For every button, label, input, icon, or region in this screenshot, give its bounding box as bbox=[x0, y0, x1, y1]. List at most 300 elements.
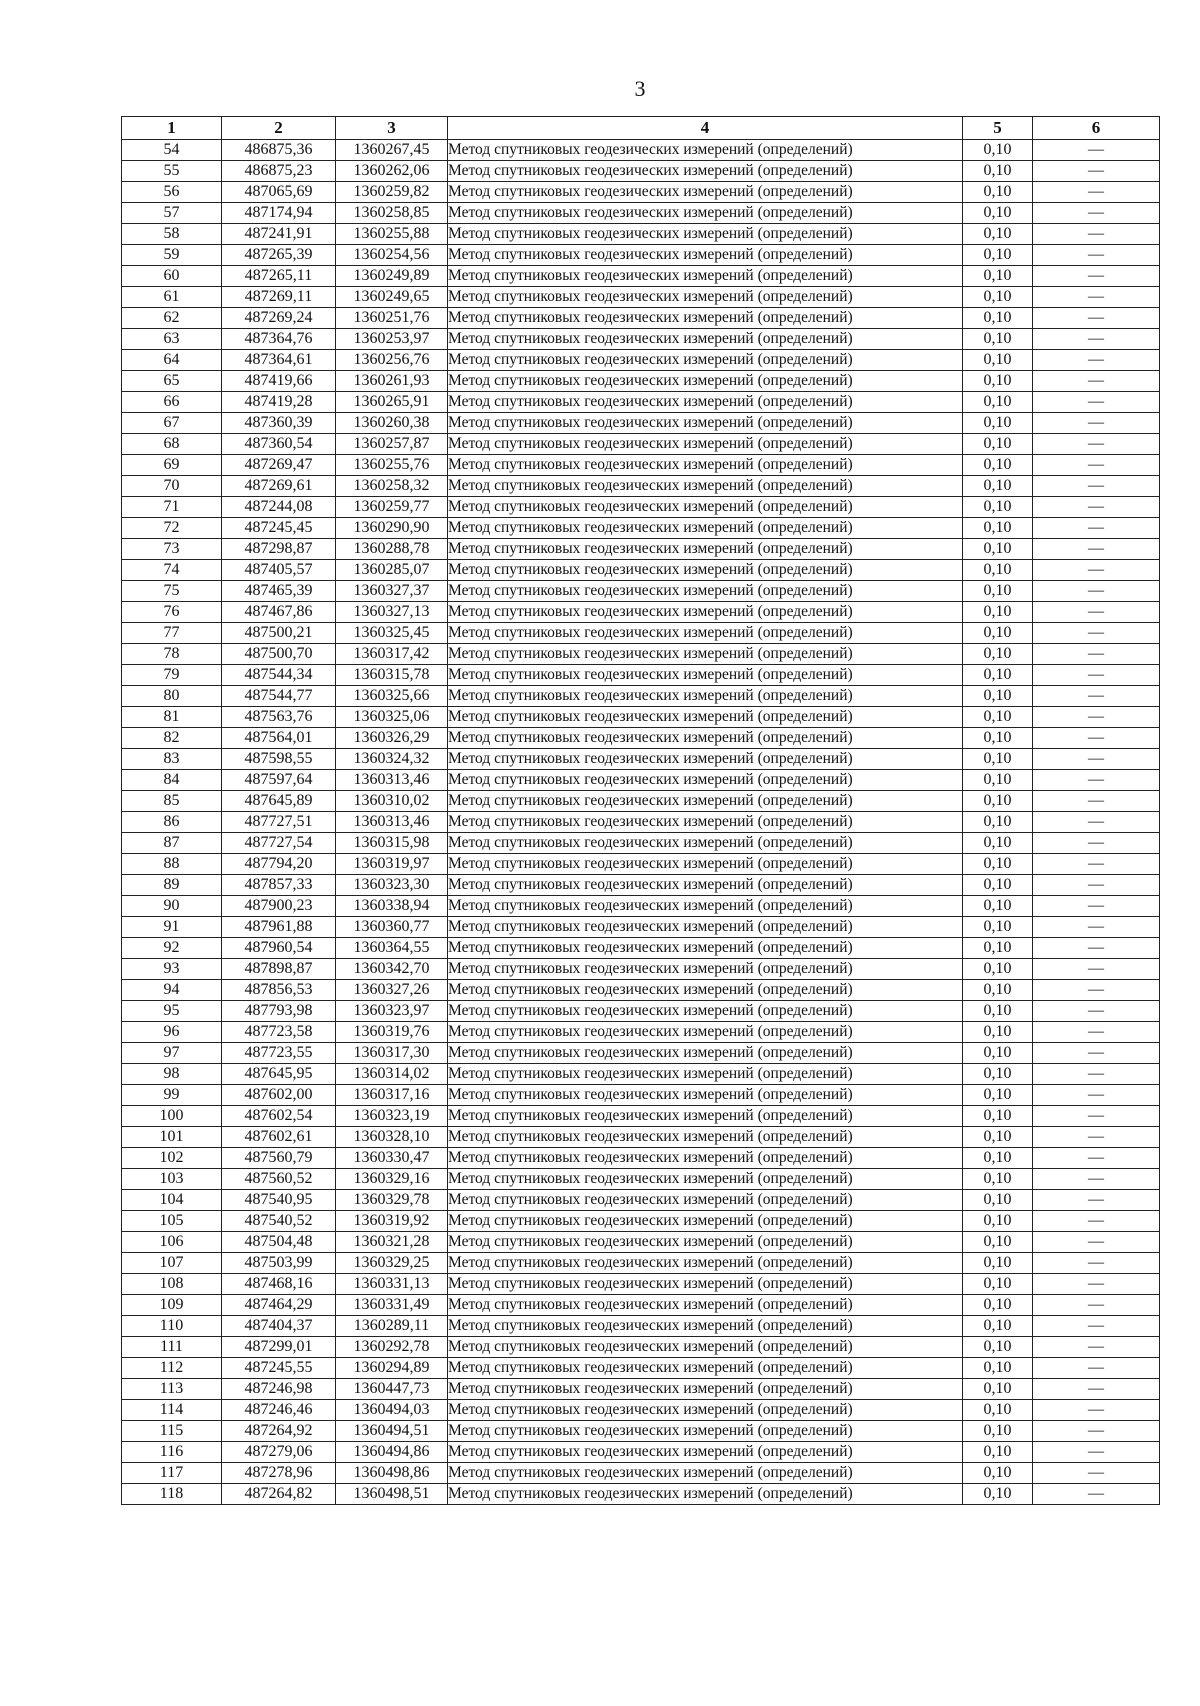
x-coordinate-cell: 487856,53 bbox=[222, 980, 336, 1001]
x-coordinate-cell: 487174,94 bbox=[222, 203, 336, 224]
accuracy-cell: 0,10 bbox=[963, 413, 1033, 434]
table-row bbox=[122, 623, 1160, 644]
note-cell: — bbox=[1033, 1169, 1160, 1190]
point-number-cell: 90 bbox=[122, 896, 222, 917]
point-number-cell: 70 bbox=[122, 476, 222, 497]
x-coordinate-cell: 487299,01 bbox=[222, 1337, 336, 1358]
note-cell: — bbox=[1033, 455, 1160, 476]
x-coordinate-cell: 487598,55 bbox=[222, 749, 336, 770]
method-cell: Метод спутниковых геодезических измерений (определений) bbox=[448, 497, 963, 518]
point-number-cell: 104 bbox=[122, 1190, 222, 1211]
table-row bbox=[122, 938, 1160, 959]
header-row bbox=[122, 117, 1160, 140]
accuracy-cell: 0,10 bbox=[963, 896, 1033, 917]
x-coordinate-cell: 487245,55 bbox=[222, 1358, 336, 1379]
method-cell: Метод спутниковых геодезических измерений (определений) bbox=[448, 896, 963, 917]
table-row bbox=[122, 1232, 1160, 1253]
accuracy-cell: 0,10 bbox=[963, 1001, 1033, 1022]
note-cell: — bbox=[1033, 245, 1160, 266]
accuracy-cell: 0,10 bbox=[963, 518, 1033, 539]
accuracy-cell: 0,10 bbox=[963, 833, 1033, 854]
accuracy-cell: 0,10 bbox=[963, 308, 1033, 329]
y-coordinate-cell: 1360342,70 bbox=[336, 959, 448, 980]
accuracy-cell: 0,10 bbox=[963, 1106, 1033, 1127]
accuracy-cell: 0,10 bbox=[963, 980, 1033, 1001]
table-row bbox=[122, 1421, 1160, 1442]
accuracy-cell: 0,10 bbox=[963, 1274, 1033, 1295]
note-cell: — bbox=[1033, 1001, 1160, 1022]
y-coordinate-cell: 1360331,49 bbox=[336, 1295, 448, 1316]
point-number-cell: 78 bbox=[122, 644, 222, 665]
x-coordinate-cell: 487464,29 bbox=[222, 1295, 336, 1316]
point-number-cell: 72 bbox=[122, 518, 222, 539]
x-coordinate-cell: 487500,70 bbox=[222, 644, 336, 665]
point-number-cell: 69 bbox=[122, 455, 222, 476]
note-cell: — bbox=[1033, 560, 1160, 581]
accuracy-cell: 0,10 bbox=[963, 1232, 1033, 1253]
accuracy-cell: 0,10 bbox=[963, 686, 1033, 707]
note-cell: — bbox=[1033, 1022, 1160, 1043]
x-coordinate-cell: 487900,23 bbox=[222, 896, 336, 917]
y-coordinate-cell: 1360253,97 bbox=[336, 329, 448, 350]
method-cell: Метод спутниковых геодезических измерений (определений) bbox=[448, 266, 963, 287]
table-row bbox=[122, 182, 1160, 203]
accuracy-cell: 0,10 bbox=[963, 476, 1033, 497]
x-coordinate-cell: 486875,36 bbox=[222, 140, 336, 161]
x-coordinate-cell: 487544,34 bbox=[222, 665, 336, 686]
method-cell: Метод спутниковых геодезических измерений (определений) bbox=[448, 938, 963, 959]
note-cell: — bbox=[1033, 581, 1160, 602]
x-coordinate-cell: 487265,11 bbox=[222, 266, 336, 287]
column-header-5: 5 bbox=[963, 117, 1033, 140]
accuracy-cell: 0,10 bbox=[963, 1169, 1033, 1190]
accuracy-cell: 0,10 bbox=[963, 581, 1033, 602]
x-coordinate-cell: 487602,00 bbox=[222, 1085, 336, 1106]
table-row bbox=[122, 224, 1160, 245]
note-cell: — bbox=[1033, 980, 1160, 1001]
column-header-3: 3 bbox=[336, 117, 448, 140]
y-coordinate-cell: 1360338,94 bbox=[336, 896, 448, 917]
x-coordinate-cell: 487279,06 bbox=[222, 1442, 336, 1463]
accuracy-cell: 0,10 bbox=[963, 560, 1033, 581]
method-cell: Метод спутниковых геодезических измерений (определений) bbox=[448, 980, 963, 1001]
note-cell: — bbox=[1033, 1316, 1160, 1337]
table-row bbox=[122, 266, 1160, 287]
page-number: 3 bbox=[634, 76, 646, 101]
accuracy-cell: 0,10 bbox=[963, 1043, 1033, 1064]
point-number-cell: 106 bbox=[122, 1232, 222, 1253]
point-number-cell: 77 bbox=[122, 623, 222, 644]
table-row bbox=[122, 581, 1160, 602]
y-coordinate-cell: 1360498,86 bbox=[336, 1463, 448, 1484]
y-coordinate-cell: 1360262,06 bbox=[336, 161, 448, 182]
note-cell: — bbox=[1033, 1421, 1160, 1442]
accuracy-cell: 0,10 bbox=[963, 1295, 1033, 1316]
method-cell: Метод спутниковых геодезических измерений (определений) bbox=[448, 434, 963, 455]
accuracy-cell: 0,10 bbox=[963, 1442, 1033, 1463]
x-coordinate-cell: 487360,54 bbox=[222, 434, 336, 455]
y-coordinate-cell: 1360325,45 bbox=[336, 623, 448, 644]
accuracy-cell: 0,10 bbox=[963, 1085, 1033, 1106]
table-row bbox=[122, 1022, 1160, 1043]
method-cell: Метод спутниковых геодезических измерений (определений) bbox=[448, 1358, 963, 1379]
method-cell: Метод спутниковых геодезических измерений (определений) bbox=[448, 644, 963, 665]
method-cell: Метод спутниковых геодезических измерений (определений) bbox=[448, 161, 963, 182]
note-cell: — bbox=[1033, 749, 1160, 770]
x-coordinate-cell: 487602,61 bbox=[222, 1127, 336, 1148]
table-row bbox=[122, 413, 1160, 434]
point-number-cell: 86 bbox=[122, 812, 222, 833]
point-number-cell: 73 bbox=[122, 539, 222, 560]
note-cell: — bbox=[1033, 1127, 1160, 1148]
note-cell: — bbox=[1033, 728, 1160, 749]
table-row bbox=[122, 560, 1160, 581]
x-coordinate-cell: 487544,77 bbox=[222, 686, 336, 707]
method-cell: Метод спутниковых геодезических измерений (определений) bbox=[448, 854, 963, 875]
accuracy-cell: 0,10 bbox=[963, 791, 1033, 812]
accuracy-cell: 0,10 bbox=[963, 875, 1033, 896]
method-cell: Метод спутниковых геодезических измерений (определений) bbox=[448, 1169, 963, 1190]
x-coordinate-cell: 487560,52 bbox=[222, 1169, 336, 1190]
method-cell: Метод спутниковых геодезических измерений (определений) bbox=[448, 476, 963, 497]
note-cell: — bbox=[1033, 1148, 1160, 1169]
accuracy-cell: 0,10 bbox=[963, 854, 1033, 875]
point-number-cell: 58 bbox=[122, 224, 222, 245]
table-row bbox=[122, 1106, 1160, 1127]
table-row bbox=[122, 959, 1160, 980]
accuracy-cell: 0,10 bbox=[963, 749, 1033, 770]
table-row bbox=[122, 1085, 1160, 1106]
table-row bbox=[122, 140, 1160, 161]
x-coordinate-cell: 487269,61 bbox=[222, 476, 336, 497]
y-coordinate-cell: 1360260,38 bbox=[336, 413, 448, 434]
table-row bbox=[122, 1316, 1160, 1337]
method-cell: Метод спутниковых геодезических измерений (определений) bbox=[448, 791, 963, 812]
x-coordinate-cell: 487723,58 bbox=[222, 1022, 336, 1043]
y-coordinate-cell: 1360323,97 bbox=[336, 1001, 448, 1022]
method-cell: Метод спутниковых геодезических измерений (определений) bbox=[448, 1127, 963, 1148]
point-number-cell: 82 bbox=[122, 728, 222, 749]
coordinates-table bbox=[121, 116, 1160, 1505]
table-row bbox=[122, 1253, 1160, 1274]
accuracy-cell: 0,10 bbox=[963, 287, 1033, 308]
accuracy-cell: 0,10 bbox=[963, 728, 1033, 749]
note-cell: — bbox=[1033, 665, 1160, 686]
table-row bbox=[122, 308, 1160, 329]
method-cell: Метод спутниковых геодезических измерений (определений) bbox=[448, 833, 963, 854]
point-number-cell: 102 bbox=[122, 1148, 222, 1169]
accuracy-cell: 0,10 bbox=[963, 161, 1033, 182]
point-number-cell: 111 bbox=[122, 1337, 222, 1358]
point-number-cell: 93 bbox=[122, 959, 222, 980]
y-coordinate-cell: 1360494,03 bbox=[336, 1400, 448, 1421]
x-coordinate-cell: 487246,46 bbox=[222, 1400, 336, 1421]
y-coordinate-cell: 1360498,51 bbox=[336, 1484, 448, 1505]
y-coordinate-cell: 1360317,16 bbox=[336, 1085, 448, 1106]
accuracy-cell: 0,10 bbox=[963, 1316, 1033, 1337]
table-row bbox=[122, 854, 1160, 875]
y-coordinate-cell: 1360329,78 bbox=[336, 1190, 448, 1211]
accuracy-cell: 0,10 bbox=[963, 812, 1033, 833]
note-cell: — bbox=[1033, 1274, 1160, 1295]
accuracy-cell: 0,10 bbox=[963, 623, 1033, 644]
note-cell: — bbox=[1033, 1043, 1160, 1064]
y-coordinate-cell: 1360494,86 bbox=[336, 1442, 448, 1463]
x-coordinate-cell: 487500,21 bbox=[222, 623, 336, 644]
point-number-cell: 63 bbox=[122, 329, 222, 350]
table-row bbox=[122, 833, 1160, 854]
accuracy-cell: 0,10 bbox=[963, 1022, 1033, 1043]
table-row bbox=[122, 1127, 1160, 1148]
point-number-cell: 108 bbox=[122, 1274, 222, 1295]
table-row bbox=[122, 1358, 1160, 1379]
method-cell: Метод спутниковых геодезических измерений (определений) bbox=[448, 203, 963, 224]
x-coordinate-cell: 487727,51 bbox=[222, 812, 336, 833]
note-cell: — bbox=[1033, 1211, 1160, 1232]
note-cell: — bbox=[1033, 1106, 1160, 1127]
y-coordinate-cell: 1360323,19 bbox=[336, 1106, 448, 1127]
table-row bbox=[122, 1148, 1160, 1169]
method-cell: Метод спутниковых геодезических измерений (определений) bbox=[448, 287, 963, 308]
x-coordinate-cell: 487065,69 bbox=[222, 182, 336, 203]
y-coordinate-cell: 1360267,45 bbox=[336, 140, 448, 161]
y-coordinate-cell: 1360360,77 bbox=[336, 917, 448, 938]
x-coordinate-cell: 487723,55 bbox=[222, 1043, 336, 1064]
y-coordinate-cell: 1360326,29 bbox=[336, 728, 448, 749]
y-coordinate-cell: 1360289,11 bbox=[336, 1316, 448, 1337]
x-coordinate-cell: 487540,52 bbox=[222, 1211, 336, 1232]
note-cell: — bbox=[1033, 329, 1160, 350]
table-row bbox=[122, 791, 1160, 812]
x-coordinate-cell: 487264,92 bbox=[222, 1421, 336, 1442]
x-coordinate-cell: 487298,87 bbox=[222, 539, 336, 560]
x-coordinate-cell: 487540,95 bbox=[222, 1190, 336, 1211]
table-row bbox=[122, 1379, 1160, 1400]
point-number-cell: 88 bbox=[122, 854, 222, 875]
note-cell: — bbox=[1033, 959, 1160, 980]
method-cell: Метод спутниковых геодезических измерений (определений) bbox=[448, 707, 963, 728]
y-coordinate-cell: 1360325,06 bbox=[336, 707, 448, 728]
method-cell: Метод спутниковых геодезических измерений (определений) bbox=[448, 602, 963, 623]
table-row bbox=[122, 980, 1160, 1001]
y-coordinate-cell: 1360364,55 bbox=[336, 938, 448, 959]
accuracy-cell: 0,10 bbox=[963, 203, 1033, 224]
accuracy-cell: 0,10 bbox=[963, 497, 1033, 518]
point-number-cell: 92 bbox=[122, 938, 222, 959]
table-row bbox=[122, 1001, 1160, 1022]
point-number-cell: 75 bbox=[122, 581, 222, 602]
point-number-cell: 107 bbox=[122, 1253, 222, 1274]
note-cell: — bbox=[1033, 434, 1160, 455]
x-coordinate-cell: 487563,76 bbox=[222, 707, 336, 728]
method-cell: Метод спутниковых геодезических измерений (определений) bbox=[448, 1022, 963, 1043]
method-cell: Метод спутниковых геодезических измерений (определений) bbox=[448, 182, 963, 203]
y-coordinate-cell: 1360294,89 bbox=[336, 1358, 448, 1379]
note-cell: — bbox=[1033, 875, 1160, 896]
method-cell: Метод спутниковых геодезических измерений (определений) bbox=[448, 770, 963, 791]
accuracy-cell: 0,10 bbox=[963, 917, 1033, 938]
y-coordinate-cell: 1360254,56 bbox=[336, 245, 448, 266]
accuracy-cell: 0,10 bbox=[963, 1463, 1033, 1484]
note-cell: — bbox=[1033, 1085, 1160, 1106]
point-number-cell: 66 bbox=[122, 392, 222, 413]
table-row bbox=[122, 1190, 1160, 1211]
x-coordinate-cell: 487961,88 bbox=[222, 917, 336, 938]
x-coordinate-cell: 487602,54 bbox=[222, 1106, 336, 1127]
note-cell: — bbox=[1033, 854, 1160, 875]
y-coordinate-cell: 1360249,89 bbox=[336, 266, 448, 287]
point-number-cell: 74 bbox=[122, 560, 222, 581]
point-number-cell: 83 bbox=[122, 749, 222, 770]
point-number-cell: 80 bbox=[122, 686, 222, 707]
point-number-cell: 100 bbox=[122, 1106, 222, 1127]
y-coordinate-cell: 1360313,46 bbox=[336, 812, 448, 833]
y-coordinate-cell: 1360329,25 bbox=[336, 1253, 448, 1274]
column-header-6: 6 bbox=[1033, 117, 1160, 140]
y-coordinate-cell: 1360315,98 bbox=[336, 833, 448, 854]
note-cell: — bbox=[1033, 1379, 1160, 1400]
note-cell: — bbox=[1033, 644, 1160, 665]
note-cell: — bbox=[1033, 182, 1160, 203]
x-coordinate-cell: 487727,54 bbox=[222, 833, 336, 854]
accuracy-cell: 0,10 bbox=[963, 434, 1033, 455]
table-row bbox=[122, 1064, 1160, 1085]
x-coordinate-cell: 487645,89 bbox=[222, 791, 336, 812]
method-cell: Метод спутниковых геодезических измерений (определений) bbox=[448, 686, 963, 707]
table-row bbox=[122, 476, 1160, 497]
method-cell: Метод спутниковых геодезических измерений (определений) bbox=[448, 518, 963, 539]
y-coordinate-cell: 1360255,88 bbox=[336, 224, 448, 245]
x-coordinate-cell: 487597,64 bbox=[222, 770, 336, 791]
point-number-cell: 89 bbox=[122, 875, 222, 896]
note-cell: — bbox=[1033, 476, 1160, 497]
point-number-cell: 76 bbox=[122, 602, 222, 623]
accuracy-cell: 0,10 bbox=[963, 602, 1033, 623]
method-cell: Метод спутниковых геодезических измерений (определений) bbox=[448, 1316, 963, 1337]
point-number-cell: 103 bbox=[122, 1169, 222, 1190]
method-cell: Метод спутниковых геодезических измерений (определений) bbox=[448, 392, 963, 413]
method-cell: Метод спутниковых геодезических измерений (определений) bbox=[448, 1211, 963, 1232]
accuracy-cell: 0,10 bbox=[963, 266, 1033, 287]
accuracy-cell: 0,10 bbox=[963, 1358, 1033, 1379]
method-cell: Метод спутниковых геодезических измерений (определений) bbox=[448, 329, 963, 350]
table-row bbox=[122, 686, 1160, 707]
x-coordinate-cell: 487960,54 bbox=[222, 938, 336, 959]
method-cell: Метод спутниковых геодезических измерений (определений) bbox=[448, 245, 963, 266]
note-cell: — bbox=[1033, 539, 1160, 560]
point-number-cell: 97 bbox=[122, 1043, 222, 1064]
method-cell: Метод спутниковых геодезических измерений (определений) bbox=[448, 1274, 963, 1295]
accuracy-cell: 0,10 bbox=[963, 1484, 1033, 1505]
x-coordinate-cell: 487404,37 bbox=[222, 1316, 336, 1337]
point-number-cell: 112 bbox=[122, 1358, 222, 1379]
accuracy-cell: 0,10 bbox=[963, 350, 1033, 371]
table-row bbox=[122, 1463, 1160, 1484]
note-cell: — bbox=[1033, 1400, 1160, 1421]
accuracy-cell: 0,10 bbox=[963, 1211, 1033, 1232]
x-coordinate-cell: 487504,48 bbox=[222, 1232, 336, 1253]
table-row bbox=[122, 707, 1160, 728]
point-number-cell: 71 bbox=[122, 497, 222, 518]
accuracy-cell: 0,10 bbox=[963, 455, 1033, 476]
note-cell: — bbox=[1033, 350, 1160, 371]
note-cell: — bbox=[1033, 518, 1160, 539]
y-coordinate-cell: 1360313,46 bbox=[336, 770, 448, 791]
table-header bbox=[122, 117, 1160, 140]
y-coordinate-cell: 1360255,76 bbox=[336, 455, 448, 476]
table-row bbox=[122, 1274, 1160, 1295]
accuracy-cell: 0,10 bbox=[963, 959, 1033, 980]
point-number-cell: 113 bbox=[122, 1379, 222, 1400]
y-coordinate-cell: 1360251,76 bbox=[336, 308, 448, 329]
table-row bbox=[122, 1442, 1160, 1463]
y-coordinate-cell: 1360447,73 bbox=[336, 1379, 448, 1400]
table-row bbox=[122, 1043, 1160, 1064]
method-cell: Метод спутниковых геодезических измерений (определений) bbox=[448, 350, 963, 371]
column-header-2: 2 bbox=[222, 117, 336, 140]
point-number-cell: 105 bbox=[122, 1211, 222, 1232]
table-row bbox=[122, 203, 1160, 224]
point-number-cell: 67 bbox=[122, 413, 222, 434]
method-cell: Метод спутниковых геодезических измерений (определений) bbox=[448, 1337, 963, 1358]
accuracy-cell: 0,10 bbox=[963, 644, 1033, 665]
note-cell: — bbox=[1033, 917, 1160, 938]
method-cell: Метод спутниковых геодезических измерений (определений) bbox=[448, 413, 963, 434]
note-cell: — bbox=[1033, 686, 1160, 707]
y-coordinate-cell: 1360257,87 bbox=[336, 434, 448, 455]
y-coordinate-cell: 1360310,02 bbox=[336, 791, 448, 812]
note-cell: — bbox=[1033, 161, 1160, 182]
note-cell: — bbox=[1033, 623, 1160, 644]
method-cell: Метод спутниковых геодезических измерений (определений) bbox=[448, 140, 963, 161]
y-coordinate-cell: 1360324,32 bbox=[336, 749, 448, 770]
y-coordinate-cell: 1360321,28 bbox=[336, 1232, 448, 1253]
note-cell: — bbox=[1033, 203, 1160, 224]
y-coordinate-cell: 1360288,78 bbox=[336, 539, 448, 560]
table-row bbox=[122, 896, 1160, 917]
note-cell: — bbox=[1033, 896, 1160, 917]
point-number-cell: 96 bbox=[122, 1022, 222, 1043]
x-coordinate-cell: 487467,86 bbox=[222, 602, 336, 623]
method-cell: Метод спутниковых геодезических измерений (определений) bbox=[448, 1085, 963, 1106]
table-row bbox=[122, 1400, 1160, 1421]
note-cell: — bbox=[1033, 1442, 1160, 1463]
x-coordinate-cell: 487265,39 bbox=[222, 245, 336, 266]
x-coordinate-cell: 487794,20 bbox=[222, 854, 336, 875]
note-cell: — bbox=[1033, 1358, 1160, 1379]
y-coordinate-cell: 1360494,51 bbox=[336, 1421, 448, 1442]
table-row bbox=[122, 812, 1160, 833]
note-cell: — bbox=[1033, 833, 1160, 854]
note-cell: — bbox=[1033, 224, 1160, 245]
method-cell: Метод спутниковых геодезических измерений (определений) bbox=[448, 1064, 963, 1085]
accuracy-cell: 0,10 bbox=[963, 1421, 1033, 1442]
method-cell: Метод спутниковых геодезических измерений (определений) bbox=[448, 1484, 963, 1505]
y-coordinate-cell: 1360325,66 bbox=[336, 686, 448, 707]
table-row bbox=[122, 917, 1160, 938]
method-cell: Метод спутниковых геодезических измерений (определений) bbox=[448, 1148, 963, 1169]
table-row bbox=[122, 644, 1160, 665]
table-row bbox=[122, 602, 1160, 623]
method-cell: Метод спутниковых геодезических измерений (определений) bbox=[448, 581, 963, 602]
table-row bbox=[122, 770, 1160, 791]
note-cell: — bbox=[1033, 770, 1160, 791]
x-coordinate-cell: 487246,98 bbox=[222, 1379, 336, 1400]
accuracy-cell: 0,10 bbox=[963, 392, 1033, 413]
point-number-cell: 87 bbox=[122, 833, 222, 854]
y-coordinate-cell: 1360290,90 bbox=[336, 518, 448, 539]
note-cell: — bbox=[1033, 1463, 1160, 1484]
